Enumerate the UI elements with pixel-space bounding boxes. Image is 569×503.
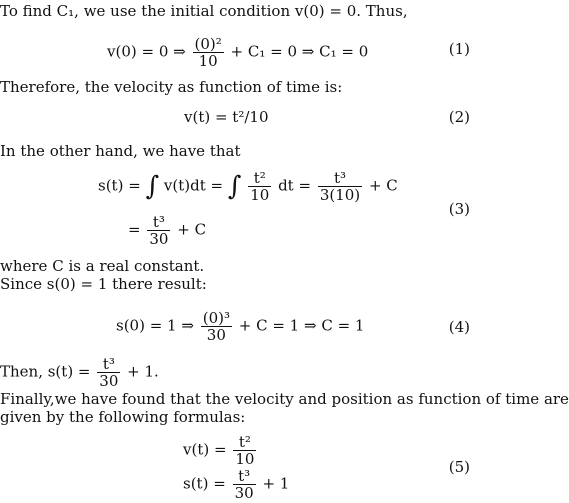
eq4-frac-num: (0)³ (202, 309, 230, 327)
eq5-f2-den: 30 (234, 484, 254, 502)
paragraph-finally: Finally,we have found that the velocity and position as function of time are (0, 390, 569, 408)
p6-fraction (97, 356, 120, 389)
equation-2: v(t) = t²/10 (184, 108, 269, 126)
paragraph-then-s (0, 356, 159, 389)
equation-1 (107, 36, 368, 69)
eq3-vdt: v(t)dt = (163, 176, 224, 195)
eq3-plus-c-2: + C (177, 220, 207, 239)
integral-sign-1: ∫ (145, 171, 160, 202)
eq1-fraction (193, 36, 224, 69)
eq5-f2-num: t³ (233, 468, 256, 485)
p6-frac-num: t³ (97, 356, 120, 373)
paragraph-real-constant: where C is a real constant. (0, 257, 205, 275)
eq3-fraction-2 (318, 170, 362, 203)
equation-5-line-2 (183, 468, 289, 501)
equation-1-number: (1) (448, 40, 470, 58)
eq3-f1-den: 10 (250, 186, 270, 204)
equation-2-number: (2) (448, 108, 470, 126)
eq5-plus-one: + 1 (262, 474, 290, 493)
paragraph-since-s0: Since s(0) = 1 there result: (0, 275, 207, 293)
eq5-fraction-2 (233, 468, 256, 501)
eq3-equals: = (128, 220, 141, 239)
eq3-fraction-3 (147, 214, 170, 247)
eq1-lhs: v(0) = 0 ⇒ (107, 42, 186, 61)
eq4-rhs: + C = 1 ⇒ C = 1 (238, 316, 365, 335)
eq5-s-of-t: s(t) = (183, 474, 226, 493)
equation-5-number: (5) (448, 458, 470, 476)
equation-4 (116, 310, 364, 343)
eq5-fraction-1 (233, 434, 256, 467)
equation-4-number: (4) (448, 318, 470, 336)
p6-pre: Then, s(t) = (0, 362, 91, 381)
eq3-f3-den: 30 (149, 230, 169, 248)
eq5-v-of-t: v(t) = (183, 440, 227, 459)
integral-sign-2: ∫ (227, 171, 242, 202)
eq3-f1-num: t² (248, 170, 271, 187)
eq1-frac-den: 10 (198, 52, 218, 70)
paragraph-initial-condition: To find C₁, we use the initial condition v(0) = 0. Thus, (0, 2, 408, 20)
eq3-plus-c: + C (368, 176, 398, 195)
paragraph-velocity-intro: Therefore, the velocity as function of time is: (0, 78, 343, 96)
equation-3-line-2 (128, 214, 206, 247)
p6-frac-den: 30 (99, 372, 119, 390)
eq5-f1-num: t² (233, 434, 256, 451)
eq3-f3-num: t³ (147, 214, 170, 231)
p6-post: + 1. (127, 362, 159, 381)
eq3-dt: dt = (278, 176, 312, 195)
equation-5-line-1 (183, 434, 258, 467)
eq3-s-of-t: s(t) = (98, 176, 141, 195)
eq1-frac-num: (0)² (194, 35, 222, 53)
eq5-f1-den: 10 (235, 450, 255, 468)
eq4-frac-den: 30 (206, 326, 226, 344)
paragraph-other-hand: In the other hand, we have that (0, 142, 241, 160)
eq3-fraction-1 (248, 170, 271, 203)
paragraph-formulas: given by the following formulas: (0, 408, 246, 426)
eq3-f2-num: t³ (318, 170, 362, 187)
eq3-f2-den: 3(10) (319, 186, 361, 204)
eq4-fraction (201, 310, 232, 343)
eq1-rhs: + C₁ = 0 ⇒ C₁ = 0 (230, 42, 369, 61)
equation-3-number: (3) (448, 200, 470, 218)
eq4-lhs: s(0) = 1 ⇒ (116, 316, 194, 335)
equation-3-line-1 (98, 170, 398, 203)
